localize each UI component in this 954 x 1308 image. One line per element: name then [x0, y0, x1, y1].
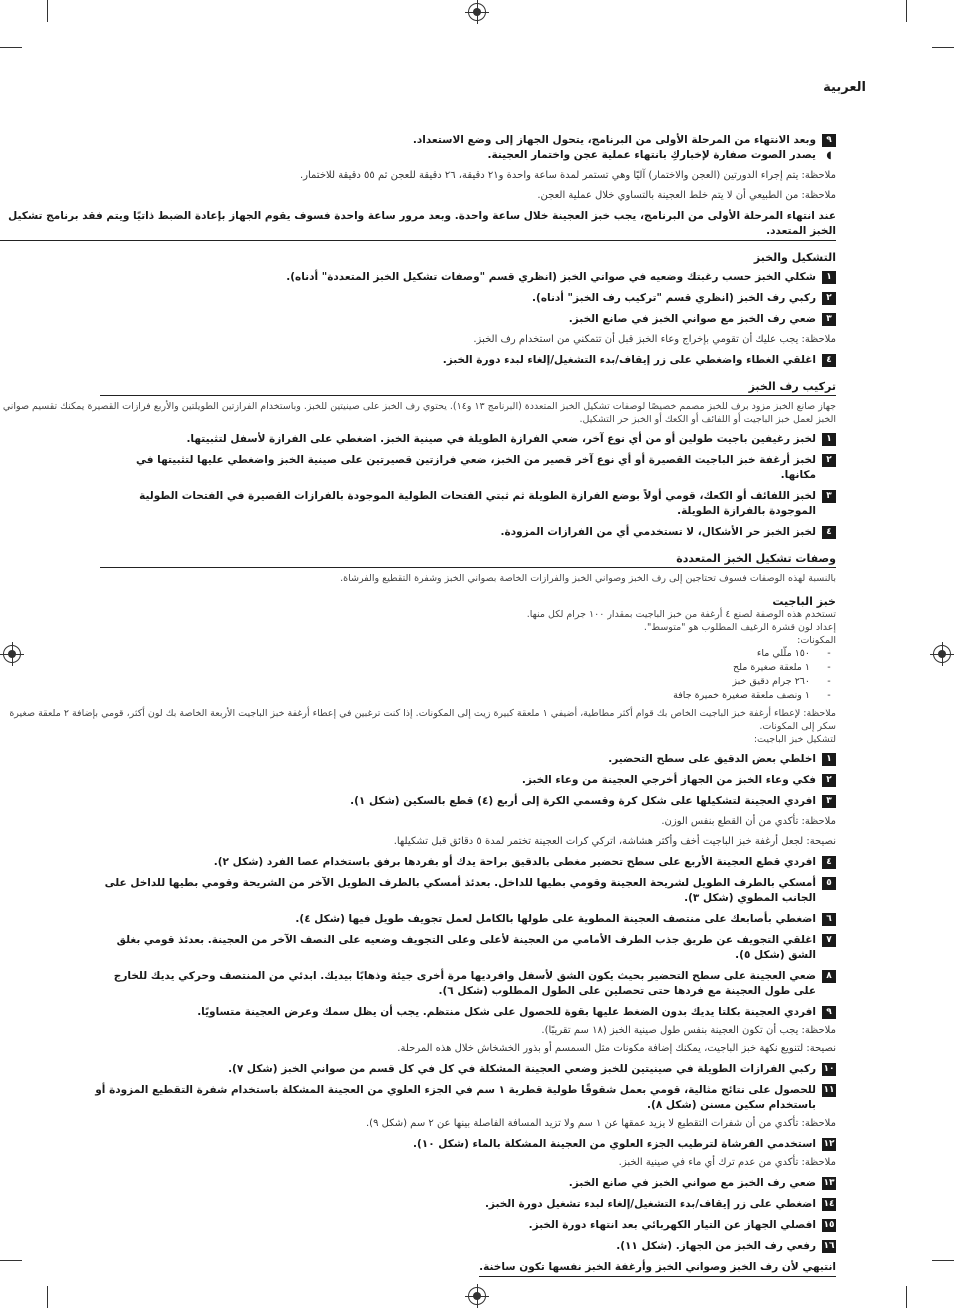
crop-mark — [0, 47, 22, 48]
section-heading: التشكيل والخبز — [753, 251, 836, 264]
crop-mark — [932, 47, 954, 48]
step: ٣ ضعي رف الخبز مع صواني الخبز في صانع الخبز. — [100, 312, 836, 327]
crop-mark — [47, 0, 48, 22]
tip: نصيحة: لتنويع نكهة خبز الباجيت، يمكنك إضافة مكونات مثل السمسم أو بذور الخشخاش خلال هذه المرحلة. — [397, 1043, 836, 1054]
step: ٩ وبعد الانتهاء من المرحلة الأولى من البرنامج، يتحول الجهاز إلى وضع الاستعداد. — [100, 133, 836, 148]
step: ٦ اضغطي بأصابعك على منتصف العجينة المطوية على طولها بالكامل لعمل تجويف طويل فيها (شكل ٤). — [100, 912, 836, 927]
step: ١ شكلي الخبز حسب رغبتك وضعيه في صواني الخبز (انظري قسم "وصفات تشكيل الخبز المتعددة" أدناه). — [100, 270, 836, 285]
step: ٨ ضعي العجينة على سطح التحضير بحيث يكون الشق لأسفل وافرديها مرة أخرى جيئة وذهابًا بيديك. ابدئي من المنتصف وحركي يديك للخارج على طول العجينة مع فردها حتى تحصلين على الطول المطلوب (شكل ٦). — [100, 969, 836, 999]
section-heading: تركيب رف الخبز — [100, 380, 836, 396]
step: ١٥ افصلي الجهاز عن التيار الكهربائي بعد انتهاء دورة الخبز. — [528, 1219, 835, 1231]
paragraph: بالنسبة لهذه الوصفات فسوف تحتاجين إلى رف الخبز وصواني الخبز والفرازات الخاصة بصواني الخبز وشفرة التقطيع والفرشاة. — [340, 573, 836, 584]
step: ٣ لخبز اللفائف أو الكعك، قومي أولاً بوضع الفرازة الطويلة ثم ثبتي الفتحات الطولية الموجودة بالفرازات القصيرة في الفتحات الطولية الموجودة بالفرازة الطويلة. — [100, 489, 836, 519]
step: ٧ اغلقي التجويف عن طريق جذب الطرف الأمامي من العجينة لأعلى وعلى التجويف وضعيه على النصف الآخر من العجينة. بعدئذ قومي بغلق الشق (شكل ٥). — [100, 933, 836, 963]
note: ملاحظة: يتم إجراء الدورتين (العجن والاختمار) آليًا وهي تستمر لمدة ساعة واحدة و٢١ دقيقة، ٢٦ دقيقة للعجن ثم ٥٥ دقيقة للاختمار. — [299, 170, 836, 181]
step: ٤ لخبز الخبز حر الأشكال، لا تستخدمي أي من الفرازات المزودة. — [100, 525, 836, 540]
step: ١٠ ركبي الفرازات الطويلة في صينيتين للخبز وضعي العجينة المشكلة في كل في كل قسم من صواني الخبز (شكل ٧). — [228, 1063, 835, 1075]
crop-mark — [906, 0, 907, 22]
paragraph: تستخدم هذه الوصفة لصنع ٤ أرغفة من خبز الباجيت بمقدار ١٠٠ جرام لكل منها. — [526, 609, 836, 620]
note: ملاحظة: يجب عليك أن تقومي بإخراج وعاء الخبز قبل أن تتمكني من استخدام رف الخبز. — [473, 334, 836, 345]
paragraph: لتشكيل خبز الباجيت: — [753, 734, 836, 745]
warning: انتبهي لأن رف الخبز وصواني الخبز وأرغفة الخبز نفسها تكون ساخنة. — [100, 1260, 836, 1277]
step: ١ لخبز رغيفين باجيت طولين أو من أي نوع آخر، ضعي الفرازة الطويلة في صينية الخبز. اضغطي على الفرازة لأسفل لتثبيتها. — [100, 432, 836, 447]
step: ١١ للحصول على نتائج مثالية، قومي بعمل شقوقًا طولية قطرية ١ سم في الجزء العلوي من العجينة المشكلة باستخدام شفرة التقطيع المزودة أو باستخدام سكين مسنن (شكل ٨). — [95, 1084, 835, 1111]
tip: نصيحة: لجعل أرغفة خبز الباجيت أخف وأكثر هشاشة، اتركي كرات العجينة تختمر لمدة ٥ دقائق قبل تشكيلها. — [393, 836, 836, 847]
crop-mark — [0, 1260, 22, 1261]
step: ٩ افردي العجينة بكلتا يديك بدون الضغط عليها بقوة للحصول على شكل منتظم. يجب أن يظل سمك وعرض العجينة متساويًا. — [100, 1005, 836, 1020]
registration-mark-icon — [468, 1287, 486, 1305]
step: ٤ افردي قطع العجينة الأربع على سطح تحضير مغطى بالدقيق براحة يدك أو بفردها برفق باستخدام عصا الفرد (شكل ٢). — [100, 855, 836, 870]
step: ٣ افردي العجينة لتشكيلها على شكل كرة وقسمي الكرة إلى أربع (٤) قطع بالسكين (شكل ١). — [100, 794, 836, 809]
subsection-heading: خبز الباجيت — [772, 595, 836, 608]
registration-mark-icon — [3, 645, 21, 663]
ingredient-item: - ١ ونصف ملعقة صغيرة خميرة جافة — [673, 690, 831, 701]
note: ملاحظة: لإعطاء أرغفة خبز الباجيت الخاص بك قوام أكثر مطاطية، أضيفي ١ ملعقة كبيرة زيت إلى المكونات. إذا كنت ترغبين في إعطاء أرغفة خبز الباجيت الأربعة الخاصة بك لون أكثر، قومي بإضافة ٢ ملعقة صغيرة سكر إلى المكونات. — [9, 708, 836, 732]
language-heading: العربية — [823, 80, 866, 95]
step: ١٦ رفعي رف الخبز من الجهاز. (شكل ١١). — [616, 1240, 835, 1252]
paragraph: إعداد لون قشرة الرغيف المطلوب هو "متوسط". — [643, 622, 836, 633]
step: ٢ فكي وعاء الخبز من الجهاز أخرجي العجينة من وعاء الخبز. — [100, 773, 836, 788]
step: ١٣ ضعي رف الخبز مع صواني الخبز في صانع الخبز. — [568, 1177, 835, 1189]
note: ملاحظة: تأكدي من عدم ترك أي ماء في صينية الخبز. — [618, 1157, 836, 1168]
registration-mark-icon — [468, 3, 486, 21]
ingredient-item: - ١٥٠ ملّلي ماء — [756, 648, 831, 659]
step: ١ اخلطي بعض الدقيق على سطح التحضير. — [100, 752, 836, 767]
step: ٥ أمسكي بالطرف الطويل لشريحة العجينة وقومي بطيها للداخل. بعدئذ أمسكي بالطرف الطويل الآخر من الشريحة وقومي بطيها للداخل على الجانب المطوي (شكل ٣). — [100, 876, 836, 906]
crop-mark — [47, 1286, 48, 1308]
ingredient-item: - ٢٦٠ جرام دقيق خبز — [732, 676, 831, 687]
section-heading: وصفات تشكيل الخبز المتعددة — [100, 552, 836, 568]
ingredient-item: - ١ ملعقة صغيرة ملح — [733, 662, 831, 673]
bullet-icon: ◖ — [826, 150, 832, 161]
document-page — [2, 80, 866, 1273]
registration-mark-icon — [933, 645, 951, 663]
step: ١٤ اضغطي على زر إيقاف/بدء التشغيل/إلغاء لبدء تشغيل دورة الخبز. — [484, 1198, 835, 1210]
note: ملاحظة: تأكدي من أن شفرات التقطيع لا يزيد عمقها عن ١ سم ولا تزيد المسافة الفاصلة بينها عن ٢ سم (شكل ٩). — [365, 1118, 836, 1129]
paragraph: جهاز صانع الخبز مزود برف للخبز مصمم خصيصًا لوصفات تشكيل الخبز المتعددة (البرنامج ١٣ و١٤). يحتوي رف الخبز على صينيتين للخبز. وباستخدام الفرازتين الطويلتين والأربع فرازات القصيرة يمكنك تقسيم صواني الخبز لعمل خبز الباجيت أو اللفائف أو الكعك أو الخبز حر التشكيل. — [2, 401, 836, 425]
warning: عند انتهاء المرحلة الأولى من البرنامج، يجب خبز العجينة خلال ساعة واحدة. وبعد مرور ساعة واحدة فسوف يقوم الجهاز بإعادة الضبط ذاتيًا ويتم فقد برنامج تشكيل الخبز المتعدد. — [0, 209, 836, 241]
crop-mark — [932, 1260, 954, 1261]
step: ١٢ استخدمي الفرشاة لترطيب الجزء العلوي من العجينة المشكلة بالماء (شكل ١٠). — [413, 1138, 835, 1150]
step: ٢ لخبز أرغفة خبز الباجيت القصيرة أو أي نوع آخر قصير من الخبز، ضعي فرازتين قصيرتين على صينية الخبز واضغطي عليها لتثبيتها في مكانها. — [100, 453, 836, 483]
crop-mark — [906, 1286, 907, 1308]
step: ٤ اغلقي الغطاء واضغطي على زر إيقاف/بدء التشغيل/إلغاء لبدء دورة الخبز. — [100, 353, 836, 368]
note: ملاحظة: تأكدي من أن القطع بنفس الوزن. — [661, 816, 836, 827]
bullet-item: ◖ يصدر الصوت صفارة لإخباركِ بانتهاء عملية عجن واختمار العجينة. — [100, 148, 836, 163]
paragraph: المكونات: — [797, 635, 836, 646]
note: ملاحظة: من الطبيعي أن لا يتم خلط العجينة بالتساوي خلال عملية العجن. — [537, 190, 836, 201]
note: ملاحظة: يجب أن تكون العجينة بنفس طول صينية الخبز (١٨ سم تقريبًا). — [541, 1025, 836, 1036]
step: ٢ ركبي رف الخبز (انظري قسم "تركيب رف الخبز" أدناه). — [100, 291, 836, 306]
